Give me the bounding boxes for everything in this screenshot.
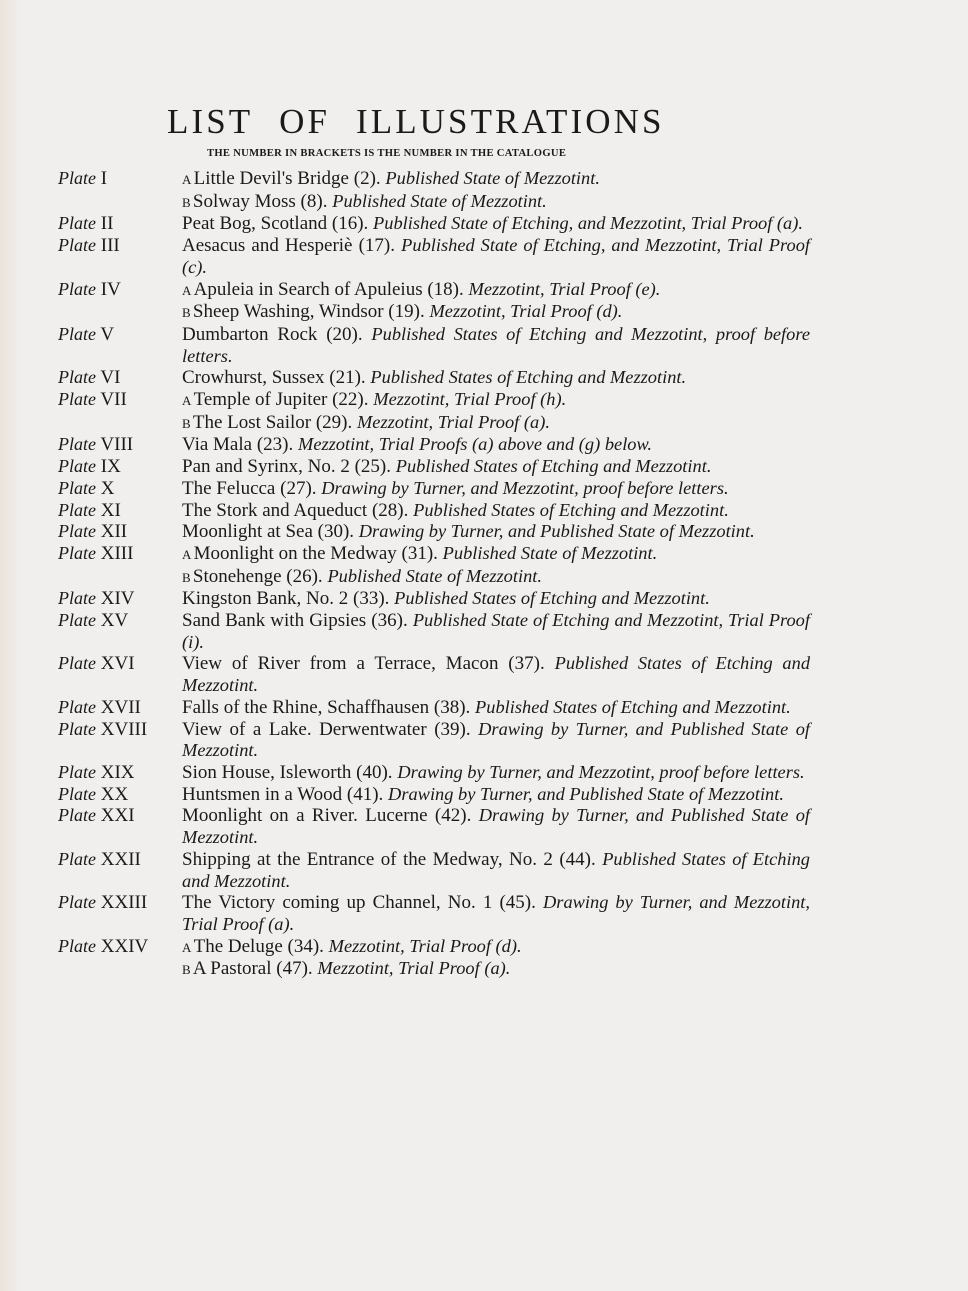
plate-entry — [58, 168, 810, 213]
plate-label — [58, 478, 114, 500]
plate-label — [58, 588, 135, 610]
plate-entry — [58, 213, 810, 235]
plate-prefix: Plate — [58, 235, 96, 256]
plate-entry — [58, 543, 810, 588]
plate-entry — [58, 892, 810, 935]
item-description: Published States of Etching and Mezzotint. — [370, 367, 687, 388]
item-description: Mezzotint, Trial Proof (e). — [468, 278, 661, 299]
item-title: Little Devil's Bridge (2). — [193, 168, 381, 189]
plate-items — [182, 610, 810, 653]
illustration-item — [182, 389, 810, 412]
item-title: The Deluge (34). — [193, 935, 324, 957]
illustration-item — [182, 543, 810, 566]
plate-items — [182, 367, 810, 389]
plate-prefix: Plate — [58, 610, 96, 631]
item-description: Mezzotint, Trial Proof (d). — [429, 301, 623, 322]
plate-items — [182, 456, 810, 478]
plate-numeral: XV — [100, 610, 129, 632]
illustration-item — [182, 235, 810, 278]
plate-label — [58, 849, 141, 871]
illustration-item — [182, 191, 810, 214]
plate-entry — [58, 805, 810, 848]
plate-numeral: XI — [100, 499, 121, 521]
plate-items — [182, 168, 810, 213]
plate-numeral: IX — [100, 456, 121, 478]
plate-entry — [58, 279, 810, 324]
plate-label — [58, 805, 135, 827]
title-word: ILLUSTRATIONS — [355, 102, 665, 141]
plate-prefix: Plate — [58, 542, 96, 563]
item-letter: A — [182, 172, 192, 187]
plate-numeral: XXII — [100, 848, 141, 870]
plate-numeral: XII — [100, 521, 128, 543]
plate-items — [182, 235, 810, 278]
plate-prefix: Plate — [58, 389, 96, 410]
illustration-item — [182, 719, 810, 762]
item-description: Published State of Etching, and Mezzotint, Trial Proof (a). — [373, 213, 803, 234]
plate-prefix: Plate — [58, 718, 96, 739]
plate-prefix: Plate — [58, 696, 96, 717]
illustration-item — [182, 324, 810, 367]
item-description: Published States of Etching and Mezzotint. — [395, 456, 712, 477]
illustration-item — [182, 279, 810, 302]
plate-entry — [58, 784, 810, 806]
plate-items — [182, 521, 810, 543]
illustration-item — [182, 849, 810, 892]
item-description: Published State of Mezzotint. — [327, 565, 542, 586]
plate-items — [182, 849, 810, 892]
plate-numeral: XX — [100, 783, 129, 805]
illustration-item — [182, 958, 810, 981]
item-title: Moonlight at Sea (30). — [182, 521, 355, 543]
item-letter: B — [182, 415, 191, 431]
plate-entry — [58, 456, 810, 478]
item-description: Published State of Mezzotint. — [442, 542, 658, 563]
illustration-item — [182, 500, 810, 522]
plate-label — [58, 456, 121, 478]
plate-items — [182, 784, 810, 806]
item-description: Drawing by Turner, and Published State of Mezzotint. — [182, 805, 811, 848]
plate-numeral: XXIV — [100, 935, 149, 957]
plate-entry — [58, 367, 810, 389]
plate-prefix: Plate — [58, 783, 96, 804]
plate-entry — [58, 653, 810, 696]
item-title: Kingston Bank, No. 2 (33). — [182, 588, 390, 610]
plate-prefix: Plate — [58, 653, 96, 674]
item-description: Drawing by Turner, and Mezzotint, proof before letters. — [397, 761, 805, 782]
plate-label — [58, 543, 133, 565]
item-title: The Victory coming up Channel, No. 1 (45). — [182, 892, 536, 914]
illustration-item — [182, 805, 810, 848]
plate-prefix: Plate — [58, 588, 96, 609]
plate-label — [58, 279, 121, 301]
item-title: Moonlight on a River. Lucerne (42). — [182, 805, 472, 827]
plate-prefix: Plate — [58, 499, 96, 520]
illustration-item — [182, 653, 810, 696]
plate-numeral: I — [100, 168, 108, 189]
illustration-item — [182, 588, 810, 610]
plate-numeral: XVI — [100, 653, 135, 675]
plate-prefix: Plate — [58, 213, 96, 234]
plate-label — [58, 500, 121, 522]
plate-numeral: XIX — [100, 761, 135, 783]
plate-items — [182, 213, 810, 235]
plate-prefix: Plate — [58, 761, 96, 782]
item-description: Published States of Etching and Mezzotint. — [475, 696, 791, 717]
illustration-item — [182, 566, 810, 589]
item-title: The Stork and Aqueduct (28). — [182, 499, 409, 521]
plate-prefix: Plate — [58, 367, 96, 388]
plate-numeral: XXIII — [100, 892, 148, 914]
item-title: Stonehenge (26). — [192, 565, 323, 587]
illustration-item — [182, 697, 810, 719]
item-letter: B — [182, 962, 191, 978]
item-description: Mezzotint, Trial Proof (d). — [328, 935, 522, 956]
illustration-item — [182, 892, 810, 935]
plate-label — [58, 324, 114, 346]
item-description: Drawing by Turner, and Published State of Mezzotint. — [182, 718, 810, 761]
item-title: Temple of Jupiter (22). — [193, 389, 369, 411]
illustration-item — [182, 610, 810, 653]
plate-prefix: Plate — [58, 477, 96, 498]
plate-entry — [58, 697, 810, 719]
plate-entry — [58, 849, 810, 892]
plate-items — [182, 892, 810, 935]
plate-items — [182, 279, 810, 324]
plate-label — [58, 389, 127, 411]
plate-items — [182, 500, 810, 522]
plate-numeral: VII — [100, 389, 127, 411]
plate-numeral: XIV — [100, 588, 135, 610]
item-description: Published State of Etching and Mezzotint, Trial Proof (i). — [182, 610, 810, 652]
plate-items — [182, 719, 810, 762]
item-title: Pan and Syrinx, No. 2 (25). — [182, 456, 391, 478]
illustration-item — [182, 456, 810, 478]
plate-numeral: VIII — [100, 434, 134, 456]
plate-items — [182, 434, 810, 456]
plate-numeral: VI — [100, 367, 121, 389]
item-title: Peat Bog, Scotland (16). — [182, 213, 369, 235]
item-title: Moonlight on the Medway (31). — [193, 542, 438, 564]
plate-label — [58, 367, 120, 389]
plate-label — [58, 653, 135, 675]
plate-prefix: Plate — [58, 892, 96, 913]
illustration-item — [182, 478, 810, 500]
item-letter: A — [182, 939, 192, 955]
plate-label — [58, 892, 147, 914]
item-title: Falls of the Rhine, Schaffhausen (38). — [182, 696, 471, 718]
plate-numeral: X — [100, 477, 115, 499]
plate-entry — [58, 936, 810, 981]
plate-prefix: Plate — [58, 323, 96, 344]
illustration-item — [182, 168, 810, 191]
plate-items — [182, 389, 810, 434]
plate-label — [58, 521, 127, 543]
item-description: Published States of Etching and Mezzotint. — [394, 588, 710, 609]
plate-label — [58, 434, 133, 456]
plate-numeral: II — [100, 213, 114, 235]
plate-label — [58, 936, 148, 958]
item-title: View of a Lake. Derwentwater (39). — [182, 718, 471, 740]
illustration-item — [182, 434, 810, 456]
plate-label — [58, 719, 147, 741]
illustration-item — [182, 367, 810, 389]
item-title: Aesacus and Hesperiè (17). — [182, 235, 396, 257]
item-title: Apuleia in Search of Apuleius (18). — [193, 278, 464, 300]
illustration-item — [182, 784, 810, 806]
plate-entry — [58, 235, 810, 278]
item-title: Sheep Washing, Windsor (19). — [192, 301, 425, 323]
page-title — [167, 100, 697, 144]
plate-entry — [58, 389, 810, 434]
subtitle: THE NUMBER IN BRACKETS IS THE NUMBER IN THE CATALOGUE — [207, 148, 567, 159]
plate-entry — [58, 588, 810, 610]
plate-items — [182, 805, 810, 848]
item-description: Drawing by Turner, and Published State of Mezzotint. — [388, 783, 784, 804]
item-title: Crowhurst, Sussex (21). — [182, 367, 366, 389]
plate-entry — [58, 324, 810, 367]
plate-label — [58, 697, 141, 719]
plate-entry — [58, 521, 810, 543]
plate-label — [58, 168, 107, 190]
item-description: Published State of Mezzotint. — [385, 168, 600, 188]
plate-prefix: Plate — [58, 935, 96, 956]
item-description: Drawing by Turner, and Mezzotint, Trial Proof (a). — [182, 892, 810, 934]
illustration-item — [182, 301, 810, 324]
item-description: Mezzotint, Trial Proofs (a) above and (g) below. — [298, 434, 652, 455]
item-letter: A — [182, 282, 192, 298]
plate-numeral: IV — [100, 278, 121, 300]
plate-items — [182, 324, 810, 367]
plate-entry — [58, 762, 810, 784]
plate-label — [58, 784, 128, 806]
plate-entry — [58, 719, 810, 762]
item-title: A Pastoral (47). — [192, 958, 313, 980]
item-title: The Lost Sailor (29). — [192, 411, 353, 433]
title-word: LIST — [167, 102, 254, 141]
item-title: Huntsmen in a Wood (41). — [182, 783, 384, 805]
plate-entry — [58, 478, 810, 500]
plate-label — [58, 235, 120, 257]
item-description: Mezzotint, Trial Proof (a). — [317, 958, 511, 979]
plate-prefix: Plate — [58, 521, 96, 542]
plate-items — [182, 478, 810, 500]
item-description: Published State of Mezzotint. — [332, 190, 547, 211]
plate-prefix: Plate — [58, 805, 96, 826]
illustrations-list — [58, 168, 810, 981]
illustration-item — [182, 762, 810, 784]
item-title: Via Mala (23). — [182, 434, 294, 456]
item-description: Published States of Etching and Mezzotint. — [413, 499, 729, 520]
item-letter: A — [182, 393, 192, 409]
item-title: The Felucca (27). — [182, 477, 317, 499]
plate-prefix: Plate — [58, 278, 96, 299]
plate-numeral: V — [100, 323, 115, 345]
plate-prefix: Plate — [58, 848, 96, 869]
item-description: Drawing by Turner, and Published State of Mezzotint. — [358, 521, 755, 542]
item-letter: B — [182, 569, 191, 585]
plate-label — [58, 610, 128, 632]
item-description: Mezzotint, Trial Proof (a). — [356, 411, 550, 432]
item-title: Solway Moss (8). — [192, 190, 328, 212]
item-title: Shipping at the Entrance of the Medway, No. 2 (44). — [182, 848, 596, 870]
plate-items — [182, 653, 810, 696]
plate-numeral: XVII — [100, 696, 141, 718]
plate-numeral: III — [100, 235, 120, 257]
plate-label — [58, 213, 113, 235]
plate-label — [58, 762, 135, 784]
plate-items — [182, 936, 810, 981]
item-title: Dumbarton Rock (20). — [182, 323, 363, 345]
item-description: Published States of Etching and Mezzotint, proof before letters. — [182, 323, 811, 366]
item-letter: A — [182, 546, 192, 562]
item-title: View of River from a Terrace, Macon (37). — [182, 653, 545, 675]
item-letter: B — [182, 305, 191, 321]
illustration-item — [182, 521, 810, 543]
item-description: Published States of Etching and Mezzotint. — [182, 848, 810, 891]
item-description: Mezzotint, Trial Proof (h). — [373, 389, 567, 410]
illustration-item — [182, 936, 810, 959]
plate-entry — [58, 610, 810, 653]
plate-items — [182, 588, 810, 610]
plate-numeral: XIII — [100, 542, 134, 564]
plate-items — [182, 697, 810, 719]
page-edge-shadow — [0, 0, 22, 1291]
title-word: OF — [279, 102, 331, 141]
item-description: Published State of Etching, and Mezzotint, Trial Proof (c). — [182, 235, 811, 277]
plate-numeral: XXI — [100, 805, 135, 827]
plate-entry — [58, 500, 810, 522]
item-description: Drawing by Turner, and Mezzotint, proof before letters. — [321, 477, 729, 498]
illustration-item — [182, 412, 810, 435]
item-title: Sand Bank with Gipsies (36). — [182, 610, 408, 632]
plate-items — [182, 543, 810, 588]
plate-items — [182, 762, 810, 784]
item-description: Published States of Etching and Mezzotint. — [182, 653, 811, 696]
illustration-item — [182, 213, 810, 235]
plate-prefix: Plate — [58, 434, 96, 455]
plate-entry — [58, 434, 810, 456]
plate-prefix: Plate — [58, 456, 96, 477]
plate-numeral: XVIII — [100, 718, 148, 740]
plate-prefix: Plate — [58, 168, 96, 188]
item-title: Sion House, Isleworth (40). — [182, 761, 393, 783]
item-letter: B — [182, 194, 191, 210]
